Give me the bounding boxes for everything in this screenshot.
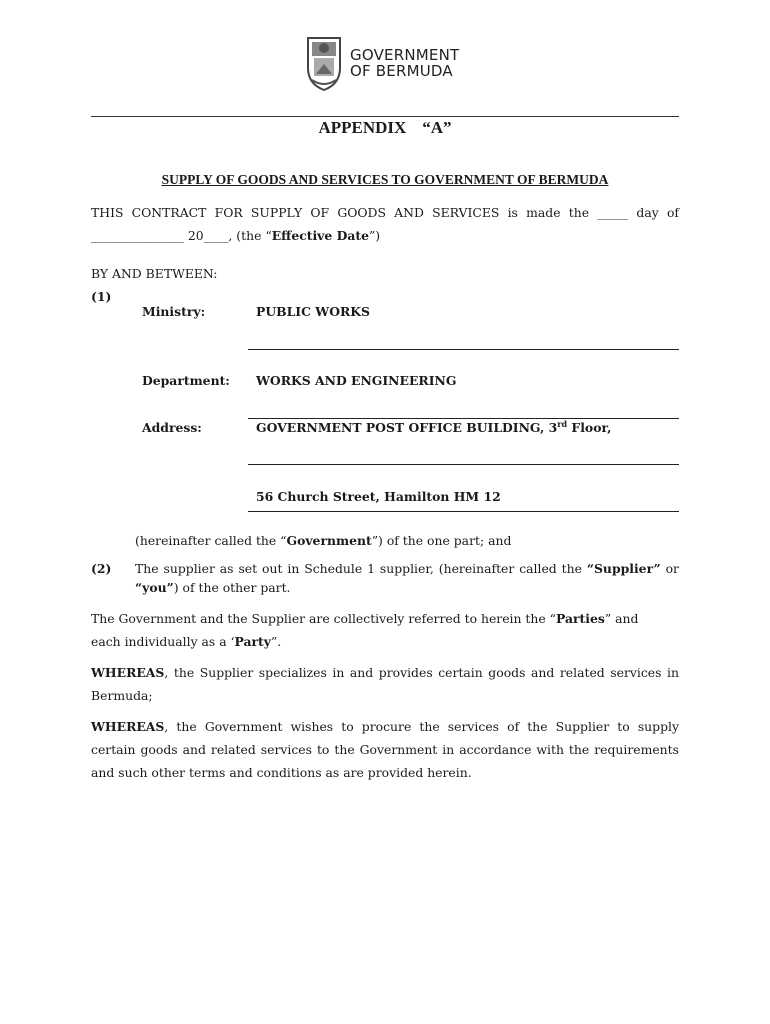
party-2-number: (2) <box>91 561 112 576</box>
whereas-1-line-1: WHEREAS, the Supplier specializes in and provides certain goods and related services in <box>91 665 679 680</box>
ministry-label: Ministry: <box>142 304 206 319</box>
collective-line-2: each individually as a ‘Party”. <box>91 634 282 649</box>
address-value: GOVERNMENT POST OFFICE BUILDING, 3rd Floor, <box>256 418 612 435</box>
whereas-1-line-2: Bermuda; <box>91 688 153 703</box>
government-logo <box>304 34 459 92</box>
document-subtitle: SUPPLY OF GOODS AND SERVICES TO GOVERNMENT OF BERMUDA <box>161 172 609 187</box>
party-term: Party <box>234 634 271 649</box>
whereas-2-line-2: certain goods and related services to the Government in accordance with the requirements <box>91 742 679 757</box>
address-underline-1 <box>248 464 679 465</box>
logo-line-2: OF BERMUDA <box>350 62 453 80</box>
appendix-title <box>91 118 679 138</box>
party-2-line-1: The supplier as set out in Schedule 1 supplier, (hereinafter called the “Supplier” or <box>135 561 679 576</box>
party-1-number: (1) <box>91 289 112 304</box>
parties-term: Parties <box>555 611 605 626</box>
appendix-label: APPENDIX <box>318 118 407 137</box>
collective-line-1: The Government and the Supplier are collectively referred to herein the “Parties” and <box>91 611 639 626</box>
effective-date-term: Effective Date <box>271 228 369 243</box>
whereas-2-line-1: WHEREAS, the Government wishes to procure the services of the Supplier to supply <box>91 719 679 734</box>
intro-line-1: THIS CONTRACT FOR SUPPLY OF GOODS AND SERVICES is made the _____ day of <box>91 205 679 220</box>
you-term: “you” <box>135 580 174 595</box>
address-underline-2 <box>248 511 679 512</box>
whereas-2-term: WHEREAS <box>91 719 165 734</box>
header-divider <box>91 116 679 117</box>
intro-line-2: _______________ 20____, (the “Effective Date”) <box>91 228 381 243</box>
address-line-2: 56 Church Street, Hamilton HM 12 <box>256 489 501 504</box>
government-definition: (hereinafter called the “Government”) of the one part; and <box>135 533 512 548</box>
party-2-line-2: “you”) of the other part. <box>135 580 291 595</box>
department-value: WORKS AND ENGINEERING <box>256 373 457 388</box>
by-and-between: BY AND BETWEEN: <box>91 266 218 281</box>
whereas-1-term: WHEREAS <box>91 665 165 680</box>
government-term: Government <box>286 533 372 548</box>
appendix-letter: “A” <box>422 118 452 137</box>
department-underline <box>248 418 679 419</box>
whereas-2-line-3: and such other terms and conditions as are provided herein. <box>91 765 472 780</box>
bermuda-crest-icon <box>304 34 344 92</box>
logo-line-1: GOVERNMENT <box>350 46 460 64</box>
ministry-underline <box>248 349 679 350</box>
department-label: Department: <box>142 373 230 388</box>
ministry-value: PUBLIC WORKS <box>256 304 371 319</box>
supplier-term: “Supplier” <box>586 561 661 576</box>
address-label: Address: <box>142 420 202 435</box>
